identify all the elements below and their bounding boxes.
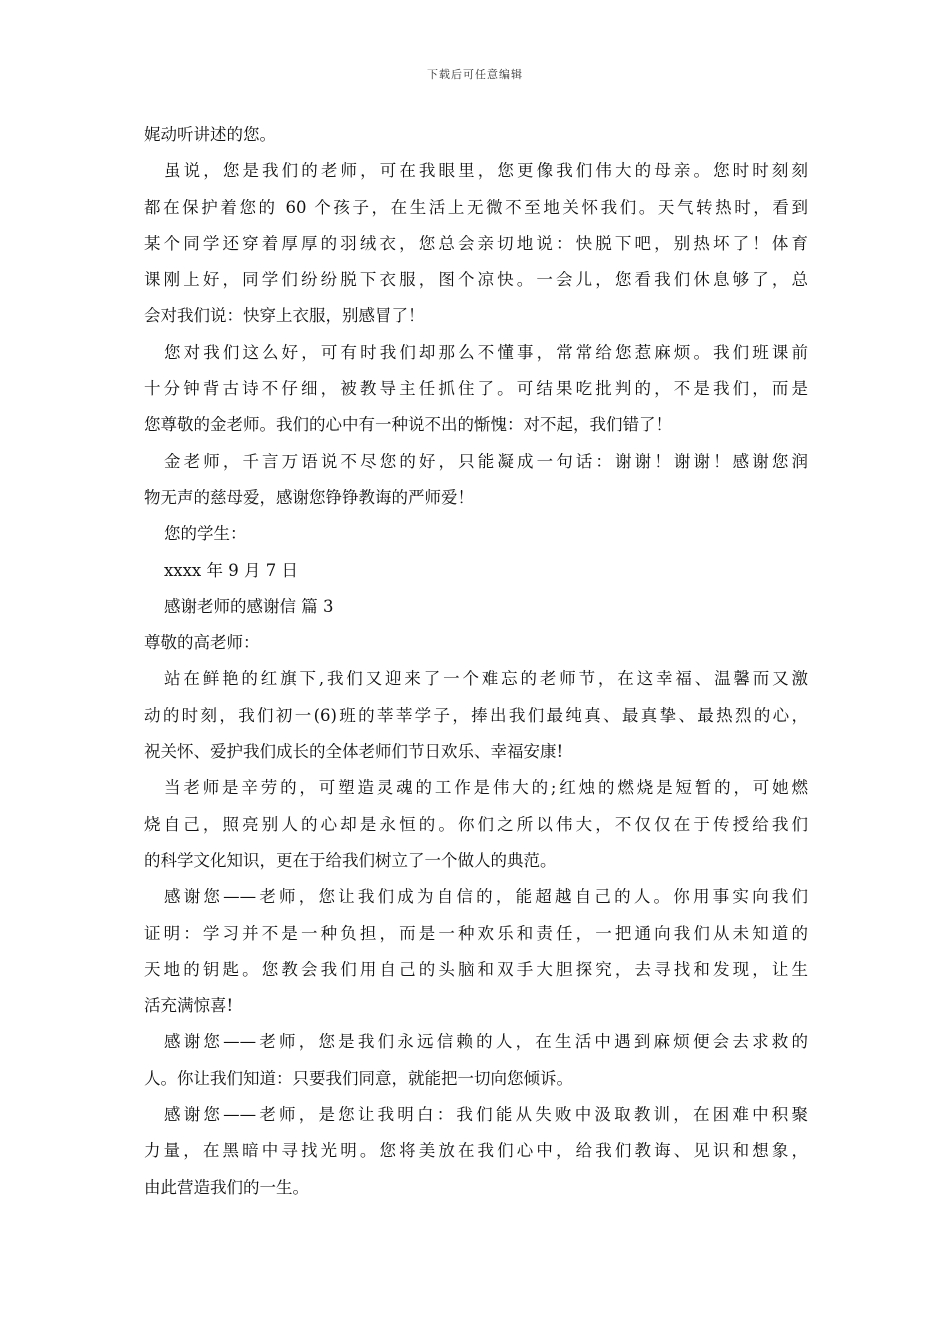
- text-line: 娓动听讲述的您。: [144, 125, 276, 144]
- text-line: 感谢您——老师，您是我们永远信赖的人，在生活中遇到麻烦便会去求救的: [164, 1032, 808, 1052]
- text-line: 十分钟背古诗不仔细，被教导主任抓住了。可结果吃批判的，不是我们，而是: [144, 379, 808, 399]
- text-line: 某个同学还穿着厚厚的羽绒衣，您总会亲切地说：快脱下吧，别热坏了！体育: [144, 233, 808, 253]
- text-line: 尊敬的高老师：: [144, 633, 260, 653]
- page-header: 下载后可任意编辑: [427, 68, 523, 81]
- text-line: 动的时刻，我们初一(6)班的莘莘学子，捧出我们最纯真、最真挚、最热烈的心，: [144, 705, 808, 725]
- text-line: 由此营造我们的一生。: [144, 1177, 309, 1197]
- text-line: 站在鲜艳的红旗下,我们又迎来了一个难忘的老师节，在这幸福、温馨而又激: [164, 669, 808, 689]
- text-line: 感谢您——老师，是您让我明白：我们能从失败中汲取教训，在困难中积聚: [164, 1105, 808, 1125]
- text-line: 天地的钥匙。您教会我们用自己的头脑和双手大胆探究，去寻找和发现，让生: [144, 959, 808, 979]
- text-line: 物无声的慈母爱，感谢您铮铮教诲的严师爱！: [144, 487, 474, 507]
- text-line: 证明：学习并不是一种负担，而是一种欢乐和责任，一把通向我们从未知道的: [144, 923, 808, 943]
- text-line: 烧自己，照亮别人的心却是永恒的。你们之所以伟大，不仅仅在于传授给我们: [144, 814, 808, 834]
- text-line: 感谢老师的感谢信 篇 3: [164, 596, 334, 616]
- text-line: 虽说，您是我们的老师，可在我眼里，您更像我们伟大的母亲。您时时刻刻: [164, 161, 808, 181]
- text-line: 感谢您——老师，您让我们成为自信的，能超越自己的人。你用事实向我们: [164, 887, 808, 907]
- text-line: 会对我们说：快穿上衣服，别感冒了！: [144, 306, 425, 326]
- text-line: 您对我们这么好，可有时我们却那么不懂事，常常给您惹麻烦。我们班课前: [164, 342, 808, 362]
- text-line: xxxx 年 9 月 7 日: [164, 560, 298, 580]
- text-line: 您尊敬的金老师。我们的心中有一种说不出的惭愧：对不起，我们错了！: [144, 415, 672, 435]
- text-line: 课刚上好，同学们纷纷脱下衣服，图个凉快。一会儿，您看我们休息够了，总: [144, 270, 808, 290]
- document-body: [144, 117, 808, 1206]
- text-line: 力量，在黑暗中寻找光明。您将美放在我们心中，给我们教诲、见识和想象，: [144, 1141, 808, 1161]
- text-line: 祝关怀、爱护我们成长的全体老师们节日欢乐、幸福安康!: [144, 742, 564, 762]
- text-line: 金老师，千言万语说不尽您的好，只能凝成一句话：谢谢！谢谢！感谢您润: [164, 451, 808, 471]
- text-line: 的科学文化知识，更在于给我们树立了一个做人的典范。: [144, 850, 557, 870]
- text-line: 当老师是辛劳的，可塑造灵魂的工作是伟大的;红烛的燃烧是短暂的，可她燃: [164, 778, 808, 798]
- text-line: 活充满惊喜!: [144, 996, 234, 1016]
- text-line: 您的学生：: [164, 524, 247, 544]
- text-line: 都在保护着您的 60 个孩子，在生活上无微不至地关怀我们。天气转热时，看到: [144, 197, 808, 217]
- text-line: 人。你让我们知道：只要我们同意，就能把一切向您倾诉。: [144, 1068, 573, 1088]
